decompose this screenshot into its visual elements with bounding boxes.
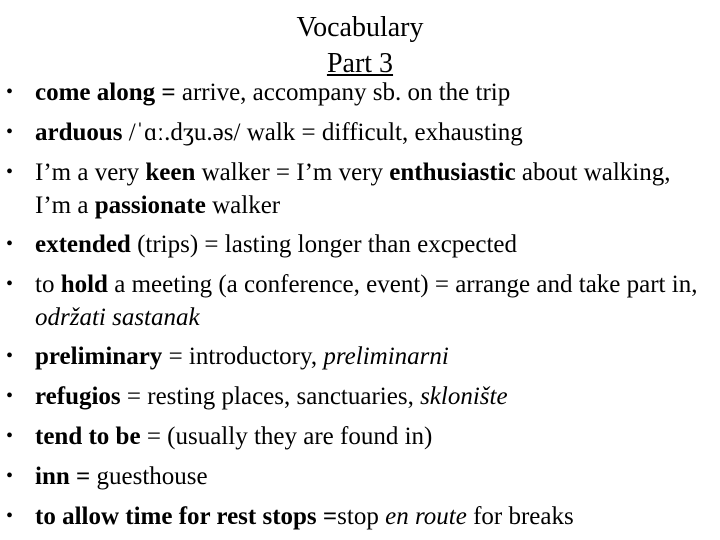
vocab-item-come-along bbox=[0, 76, 700, 109]
bullet-icon: • bbox=[6, 505, 14, 527]
vocab-definition: = introductory, bbox=[162, 343, 324, 370]
bullet-icon: • bbox=[6, 121, 14, 143]
vocab-item-extended bbox=[0, 228, 700, 261]
vocab-term: passionate bbox=[94, 192, 206, 219]
vocab-definition: /ˈɑː.dʒu.əs/ walk = difficult, exhausting bbox=[122, 119, 523, 146]
vocab-item-hold bbox=[0, 268, 700, 334]
vocab-text: about walking, I’m a bbox=[35, 159, 671, 219]
vocab-definition: (trips) = lasting longer than excpected bbox=[130, 231, 518, 258]
vocab-term: hold bbox=[60, 271, 108, 298]
vocab-definition: arrive, accompany sb. on the trip bbox=[175, 79, 511, 106]
vocab-text: I’m a very bbox=[35, 159, 146, 186]
vocabulary-list bbox=[0, 76, 700, 540]
bullet-icon: • bbox=[6, 425, 14, 447]
vocab-definition: a meeting (a conference, event) = arrange and take part in, bbox=[107, 271, 698, 298]
vocab-text: for breaks bbox=[466, 503, 574, 530]
vocab-item-keen bbox=[0, 156, 700, 222]
vocab-item-tend-to-be bbox=[0, 420, 700, 453]
vocab-definition: = resting places, sanctuaries, bbox=[120, 383, 421, 410]
vocab-term: inn = bbox=[35, 463, 91, 490]
bullet-icon: • bbox=[6, 233, 14, 255]
bullet-icon: • bbox=[6, 385, 14, 407]
bullet-icon: • bbox=[6, 273, 14, 295]
vocab-item-inn bbox=[0, 460, 700, 493]
vocab-term: come along = bbox=[35, 79, 176, 106]
vocab-text: walker bbox=[205, 192, 281, 219]
bullet-icon: • bbox=[6, 81, 14, 103]
vocab-item-refugios bbox=[0, 380, 700, 413]
vocab-definition: guesthouse bbox=[90, 463, 208, 490]
vocab-item-arduous bbox=[0, 116, 700, 149]
vocab-text: to bbox=[35, 271, 61, 298]
bullet-icon: • bbox=[6, 465, 14, 487]
vocab-translation: sklonište bbox=[420, 383, 508, 410]
vocab-term: enthusiastic bbox=[389, 159, 516, 186]
vocab-term: refugios bbox=[35, 383, 121, 410]
vocab-translation: održati sastanak bbox=[35, 304, 200, 331]
title-heading: Vocabulary bbox=[296, 12, 424, 43]
vocab-term: preliminary bbox=[35, 343, 163, 370]
vocab-text: walker = I’m very bbox=[195, 159, 390, 186]
bullet-icon: • bbox=[6, 345, 14, 367]
vocab-italic-phrase: en route bbox=[385, 503, 467, 530]
slide-title bbox=[0, 10, 720, 82]
vocab-term: keen bbox=[145, 159, 196, 186]
vocab-item-rest-stops bbox=[0, 500, 700, 533]
vocab-item-preliminary bbox=[0, 340, 700, 373]
title-subheading: Part 3 bbox=[326, 48, 394, 79]
bullet-icon: • bbox=[6, 161, 14, 183]
vocab-term: tend to be bbox=[35, 423, 141, 450]
vocab-term: to allow time for rest stops = bbox=[35, 503, 338, 530]
vocab-definition: stop bbox=[337, 503, 386, 530]
vocab-term: extended bbox=[35, 231, 131, 258]
vocab-translation: preliminarni bbox=[323, 343, 449, 370]
vocab-definition: = (usually they are found in) bbox=[140, 423, 433, 450]
vocab-term: arduous bbox=[35, 119, 123, 146]
